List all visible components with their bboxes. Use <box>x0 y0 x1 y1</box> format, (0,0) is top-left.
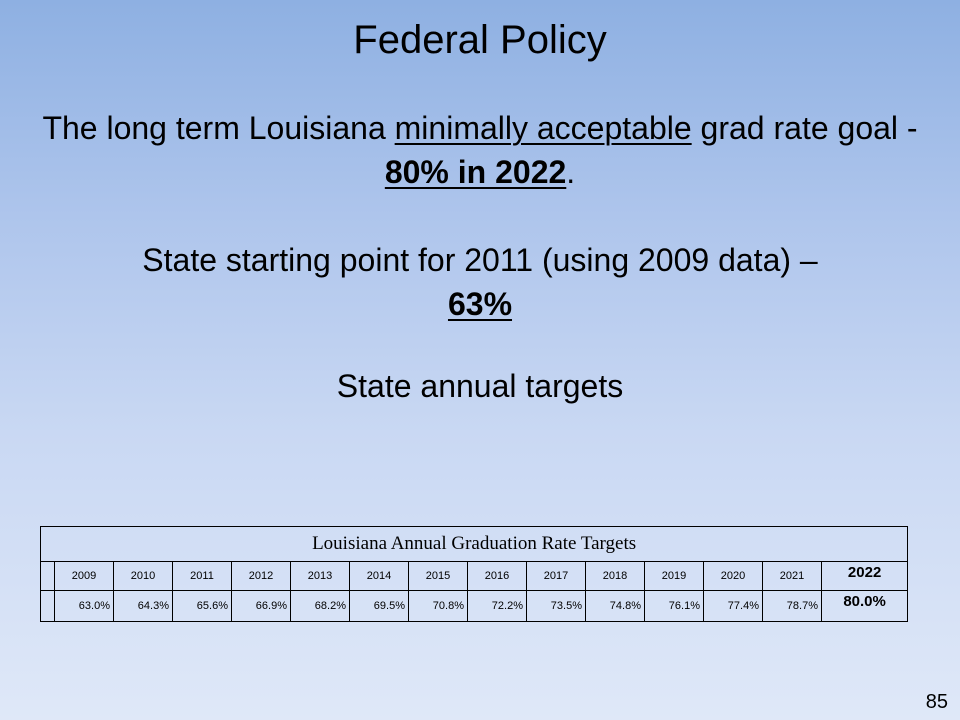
annual-targets-label: State annual targets <box>336 368 624 404</box>
starting-point-statement: State starting point for 2011 (using 2009 data) – <box>142 242 818 278</box>
page-number: 85 <box>925 691 948 713</box>
year-cell: 2021 <box>763 562 822 591</box>
year-cell: 2009 <box>55 562 114 591</box>
value-row <box>41 591 908 622</box>
row-stub-cell <box>41 591 55 622</box>
year-cell: 2011 <box>173 562 232 591</box>
year-cell: 2017 <box>527 562 586 591</box>
year-row <box>41 562 908 591</box>
year-cell: 2012 <box>232 562 291 591</box>
year-cell: 2020 <box>704 562 763 591</box>
value-cell: 77.4% <box>704 591 763 622</box>
value-cell: 64.3% <box>114 591 173 622</box>
value-cell: 70.8% <box>409 591 468 622</box>
value-cell: 78.7% <box>763 591 822 622</box>
year-cell: 2018 <box>586 562 645 591</box>
value-cell: 69.5% <box>350 591 409 622</box>
final-year-cell: 2022 <box>822 562 908 591</box>
value-cell: 68.2% <box>291 591 350 622</box>
year-cell: 2016 <box>468 562 527 591</box>
value-cell: 74.8% <box>586 591 645 622</box>
value-cell: 72.2% <box>468 591 527 622</box>
year-cell: 2015 <box>409 562 468 591</box>
row-stub-cell <box>41 562 55 591</box>
slide-body <box>40 106 920 408</box>
goal-value-line <box>40 150 920 194</box>
goal-text-start: The long term Louisiana <box>42 110 395 146</box>
value-cell: 65.6% <box>173 591 232 622</box>
value-cell: 63.0% <box>55 591 114 622</box>
table-caption: Louisiana Annual Graduation Rate Targets <box>41 527 908 562</box>
slide-title: Federal Policy <box>353 18 607 62</box>
goal-value: 80% in 2022 <box>384 154 567 190</box>
goal-emphasis: minimally acceptable <box>394 110 692 146</box>
goal-statement <box>40 106 920 150</box>
goal-period: . <box>566 154 576 190</box>
year-cell: 2013 <box>291 562 350 591</box>
year-cell: 2010 <box>114 562 173 591</box>
value-cell: 66.9% <box>232 591 291 622</box>
goal-text-end: grad rate goal - <box>691 110 918 146</box>
starting-point-line <box>40 282 920 326</box>
value-cell: 73.5% <box>527 591 586 622</box>
value-cell: 76.1% <box>645 591 704 622</box>
graduation-targets-table <box>40 526 908 622</box>
starting-point-value: 63% <box>447 286 513 322</box>
year-cell: 2014 <box>350 562 409 591</box>
year-cell: 2019 <box>645 562 704 591</box>
final-value-cell: 80.0% <box>822 591 908 622</box>
